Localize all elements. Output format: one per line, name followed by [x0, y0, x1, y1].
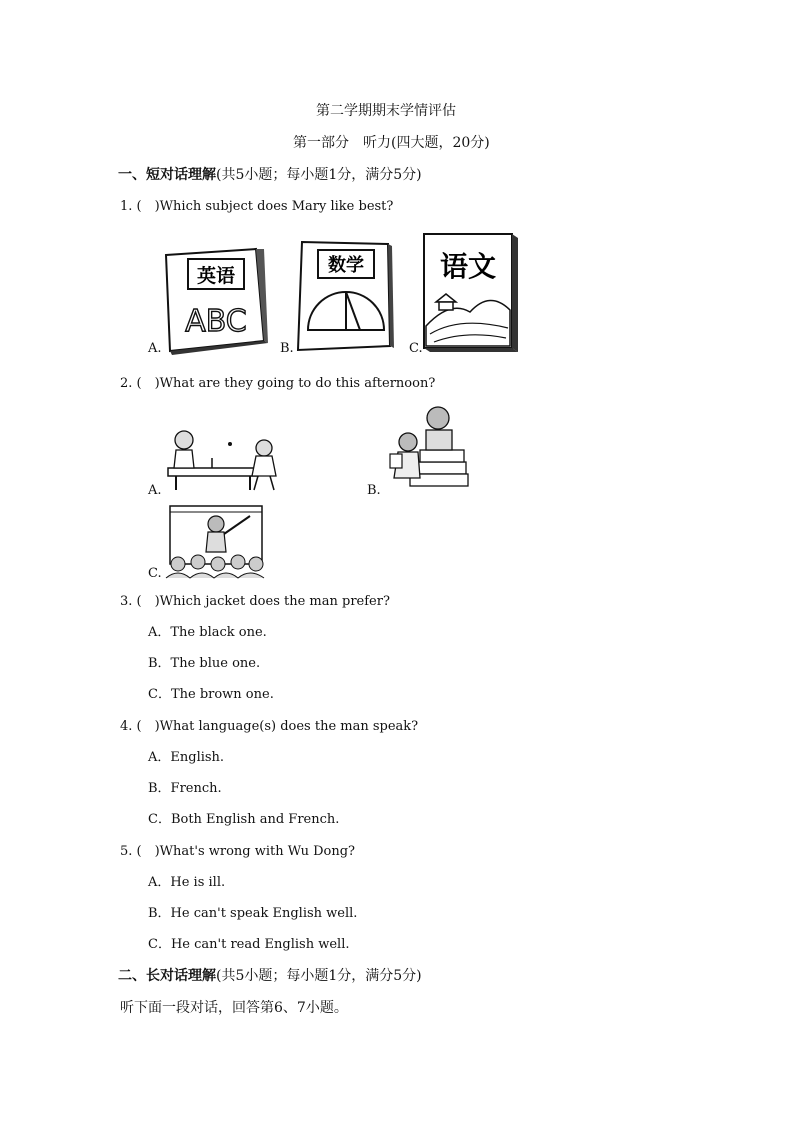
q2-option-a: A. [148, 483, 162, 498]
section-heading-2 [118, 967, 422, 985]
q5-option-b: B．He can't speak English well. [148, 906, 358, 921]
math-book-label: 数学 [328, 255, 364, 276]
q4-option-c: C．Both English and French. [148, 812, 340, 827]
reading-books-image [386, 404, 474, 492]
q3-option-b: B．The blue one. [148, 656, 261, 671]
q1-option-c: C. [409, 341, 423, 356]
question-1: 1. ( )Which subject does Mary like best? [120, 199, 394, 214]
q2-option-c: C. [148, 566, 162, 581]
english-book-letters: ABC [185, 304, 247, 339]
q2-option-b: B. [367, 483, 381, 498]
question-2: 2. ( )What are they going to do this afternoon? [120, 376, 436, 391]
part-heading: 第一部分 听力(四大题，20分) [293, 135, 490, 151]
q4-option-b: B．French. [148, 781, 222, 796]
chinese-book-image [420, 230, 520, 354]
ping-pong-image [164, 426, 290, 494]
q5-option-a: A．He is ill. [148, 875, 226, 890]
question-5: 5. ( )What's wrong with Wu Dong? [120, 844, 356, 859]
q1-option-b: B. [280, 341, 294, 356]
english-book-label: 英语 [196, 265, 236, 287]
q5-option-c: C．He can't read English well. [148, 937, 350, 952]
q4-option-a: A．English. [148, 750, 225, 765]
dialogue-instruction: 听下面一段对话，回答第6、7小题。 [120, 1000, 348, 1016]
question-4: 4. ( )What language(s) does the man speak? [120, 719, 419, 734]
section-1-title: 一、短对话理解 [118, 167, 216, 183]
page-title: 第二学期期末学情评估 [316, 103, 456, 119]
chinese-book-label: 语文 [439, 250, 497, 283]
q1-option-a: A. [148, 341, 162, 356]
q3-option-c: C．The brown one. [148, 687, 274, 702]
section-1-detail: (共5小题；每小题1分，满分5分) [216, 167, 422, 183]
section-2-title: 二、长对话理解 [118, 968, 216, 984]
english-book-image [160, 245, 268, 357]
question-3: 3. ( )Which jacket does the man prefer? [120, 594, 390, 609]
section-2-detail: (共5小题；每小题1分，满分5分) [216, 968, 422, 984]
section-heading-1 [118, 166, 422, 184]
q3-option-a: A．The black one. [148, 625, 267, 640]
math-book-image [294, 238, 394, 356]
concert-image [164, 502, 268, 580]
